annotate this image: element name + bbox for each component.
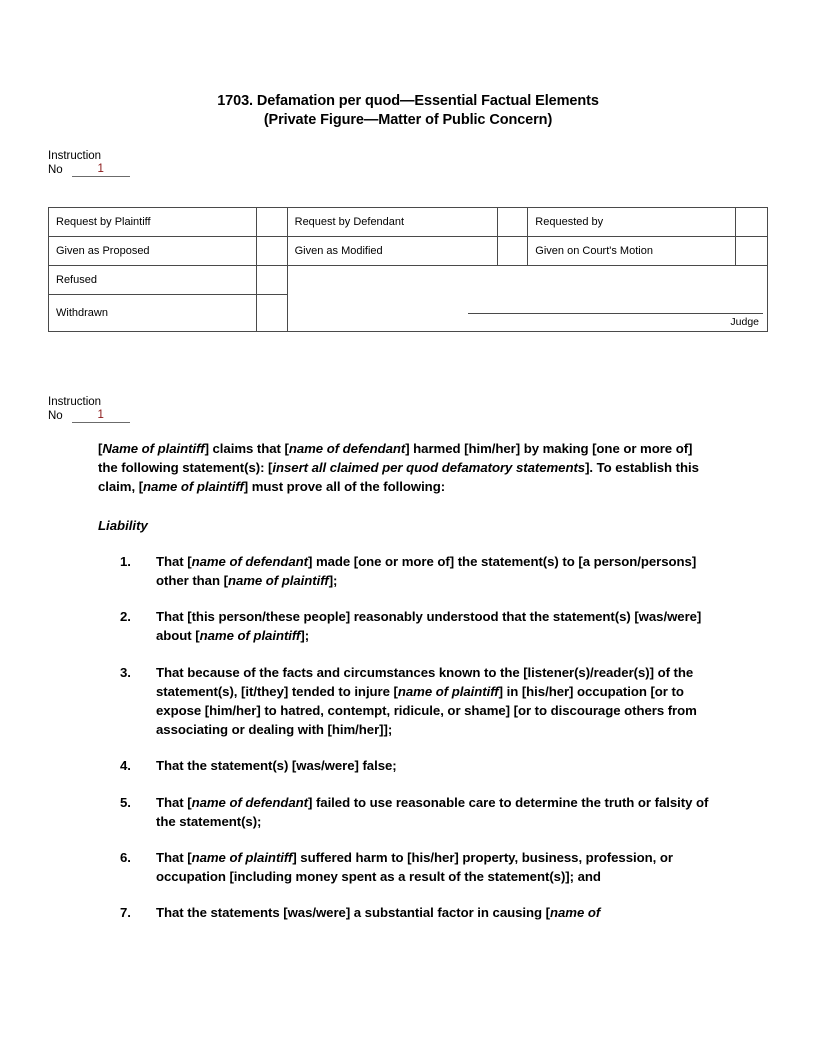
instruction-no-label: No: [48, 164, 63, 176]
placeholder-italic-a: name of: [549, 905, 601, 921]
lead-seg-4: ] harmed [him/her] by making [one or more of] the following statement(s): [: [98, 441, 693, 476]
table-row: [49, 237, 768, 266]
instruction-number-header-body: [48, 395, 130, 423]
list-item-number: 2.: [120, 609, 131, 625]
cell-given-as-proposed-label: Given as Proposed: [49, 237, 257, 266]
instruction-no-label: No: [48, 410, 63, 422]
table-row: [49, 208, 768, 237]
list-item-number: 1.: [120, 553, 131, 569]
judge-signature-block: [288, 312, 763, 328]
list-item-seg-b: ] suffered harm to [his/her] property, business, profession, or occupation [including money spent as a result of the statement(s)]; and: [156, 850, 673, 885]
cell-refused-label: Refused: [49, 266, 257, 295]
disposition-table: [48, 207, 768, 332]
section-heading-liability: Liability: [98, 517, 148, 533]
placeholder-italic-a: name of defendant: [191, 553, 308, 569]
list-item-seg-a: That [this person/these people] reasonably understood that the statement(s) [was/were] about [: [156, 609, 702, 644]
instruction-number-row: [48, 409, 130, 423]
list-item-seg-b: ];: [300, 628, 310, 644]
list-item-number: 5.: [120, 794, 131, 810]
placeholder-name-of-plaintiff-2: name of plaintiff: [143, 479, 244, 495]
instruction-body: [98, 439, 710, 923]
list-item-number: 3.: [120, 664, 131, 680]
placeholder-italic-a: name of plaintiff: [199, 628, 301, 644]
placeholder-italic-a: name of plaintiff: [397, 683, 499, 699]
list-item-seg-a: That the statements [was/were] a substantial factor in causing [: [156, 905, 550, 921]
list-item-seg-a: That because of the facts and circumstances known to the [listener(s)/reader(s)] of the statement(s), [it/they] tended to injure [: [156, 664, 694, 699]
page-title-line-2: (Private Figure—Matter of Public Concern): [263, 112, 553, 128]
page-title: [48, 92, 768, 130]
list-item-number: 6.: [120, 850, 131, 866]
judge-signature-cell: [287, 266, 767, 332]
cell-request-by-defendant-label: Request by Defendant: [287, 208, 497, 237]
judge-signature-caption: Judge: [730, 316, 759, 328]
list-item: [98, 607, 710, 645]
checkbox-given-as-proposed[interactable]: [256, 237, 287, 266]
instruction-label-line-1: Instruction: [48, 396, 102, 408]
cell-given-on-courts-motion-label: Given on Court's Motion: [528, 237, 736, 266]
list-item: [98, 552, 710, 590]
lead-paragraph: [98, 439, 710, 497]
placeholder-name-of-plaintiff: Name of plaintiff: [102, 441, 205, 456]
placeholder-italic-a: name of defendant: [191, 794, 308, 810]
lead-seg-2: ] claims that [: [204, 441, 289, 456]
table-row: [49, 266, 768, 295]
cell-withdrawn-label: Withdrawn: [49, 295, 257, 332]
lead-seg-6: ]. To establish this claim, [: [98, 460, 699, 495]
instruction-number-value: 1: [97, 163, 104, 175]
instruction-number-value: 1: [97, 409, 104, 421]
checkbox-given-as-modified[interactable]: [497, 237, 528, 266]
cell-given-as-modified-label: Given as Modified: [287, 237, 497, 266]
checkbox-given-on-courts-motion[interactable]: [736, 237, 768, 266]
placeholder-italic-a: name of plaintiff: [191, 850, 293, 866]
checkbox-refused[interactable]: [256, 266, 287, 295]
instruction-number-field[interactable]: [72, 163, 130, 177]
list-item: [98, 848, 710, 886]
checkbox-request-by-defendant[interactable]: [497, 208, 528, 237]
list-item-seg-b: ] made [one or more of] the statement(s) to [a person/persons] other than [: [156, 553, 697, 589]
instruction-number-header-top: [48, 149, 130, 177]
instruction-label-line-1: Instruction: [48, 150, 102, 162]
cell-request-by-plaintiff-label: Request by Plaintiff: [49, 208, 257, 237]
elements-list: [98, 552, 710, 923]
list-item-seg-a: That [: [156, 794, 192, 810]
lead-seg-1: [: [98, 441, 103, 456]
list-item-number: 4.: [120, 758, 131, 774]
list-item: [98, 756, 710, 775]
placeholder-insert-statements: insert all claimed per quod defamatory statements: [272, 460, 586, 476]
placeholder-name-of-defendant: name of defendant: [288, 441, 406, 456]
list-item-seg-a: That the statement(s) [was/were] false;: [156, 758, 397, 774]
instruction-number-field[interactable]: [72, 409, 130, 423]
checkbox-requested-by[interactable]: [736, 208, 768, 237]
list-item: [98, 793, 710, 831]
list-item-seg-a: That [: [156, 850, 192, 866]
list-item: [98, 663, 710, 740]
list-item-seg-b: ] failed to use reasonable care to determine the truth or falsity of the statement(s);: [156, 794, 709, 829]
instruction-number-row: [48, 163, 130, 177]
cell-requested-by-label: Requested by: [528, 208, 736, 237]
page-title-line-1: 1703. Defamation per quod—Essential Factual Elements: [217, 93, 599, 109]
lead-seg-8: ] must prove all of the following:: [243, 479, 446, 495]
list-item-seg-a: That [: [156, 553, 192, 569]
list-item: [98, 903, 710, 922]
placeholder-italic-b: name of plaintiff: [227, 573, 329, 589]
judge-signature-line[interactable]: [468, 312, 763, 314]
checkbox-withdrawn[interactable]: [256, 295, 287, 332]
list-item-seg-b: ] in [his/her] occupation [or to expose [him/her] to hatred, contempt, ridicule, or shame] [or to discourage others from associating or dealing with [him/her]];: [156, 683, 697, 738]
checkbox-request-by-plaintiff[interactable]: [256, 208, 287, 237]
list-item-number: 7.: [120, 905, 131, 921]
list-item-seg-c: ];: [328, 573, 338, 589]
